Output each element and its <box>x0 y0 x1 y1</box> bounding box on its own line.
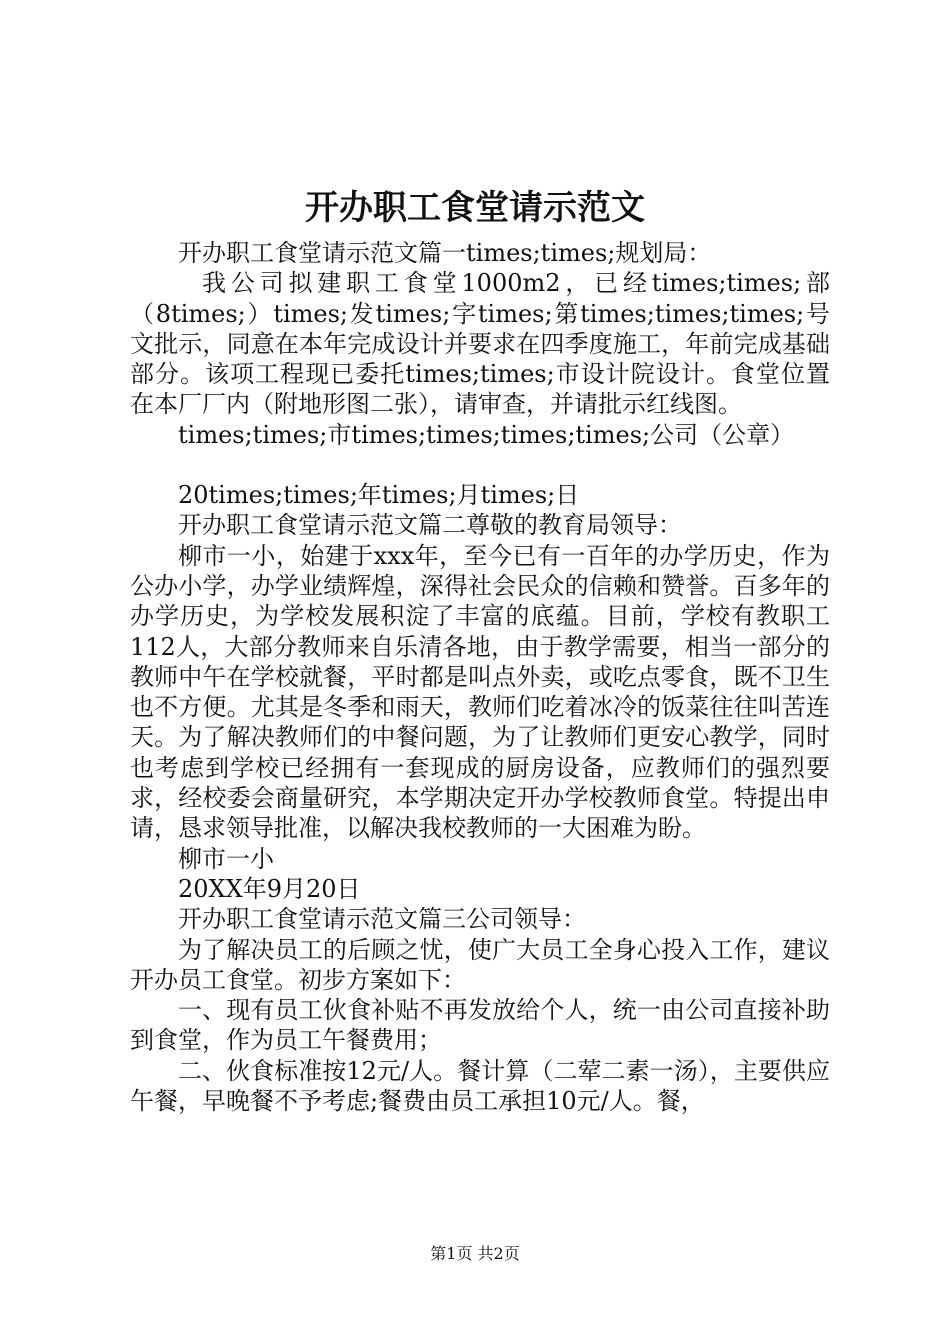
paragraph: 我公司拟建职工食堂1000m2，已经times;times;部（8times;）times;发times;字times;第times;times;times;号文批示，同意在本年完成设计并要求在四季度施工，年前完成基础部分。该项工程现已委托times;times;市设计院设计。食堂位置在本厂厂内（附地形图二张），请审查，并请批示红线图。 <box>130 269 830 419</box>
paragraph: 柳市一小，始建于xxx年，至今已有一百年的办学历史，作为公办小学，办学业绩辉煌，深得社会民众的信赖和赞誉。百多年的办学历史，为学校发展积淀了丰富的底蕴。目前，学校有教职工112人，大部分教师来自乐清各地，由于教学需要，相当一部分的教师中午在学校就餐，平时都是叫点外卖，或吃点零食，既不卫生也不方便。尤其是冬季和雨天，教师们吃着冰冷的饭菜往往叫苦连天。为了解决教师们的中餐问题，为了让教师们更安心教学，同时也考虑到学校已经拥有一套现成的厨房设备，应教师们的强烈要求，经校委会商量研究，本学期决定开办学校教师食堂。特提出申请，恳求领导批准，以解决我校教师的一大困难为盼。 <box>130 541 830 843</box>
blank-line <box>130 450 830 480</box>
paragraph: 为了解决员工的后顾之忧，使广大员工全身心投入工作，建议开办员工食堂。初步方案如下： <box>130 935 830 994</box>
document-title: 开办职工食堂请示范文 <box>305 188 645 228</box>
paragraph: 开办职工食堂请示范文篇三公司领导： <box>178 905 586 934</box>
paragraph: 二、伙食标准按12元/人。餐计算（二荤二素一汤），主要供应午餐，早晚餐不予考虑;餐费由员工承担10元/人。餐， <box>130 1056 830 1116</box>
paragraph: 开办职工食堂请示范文篇一times;times;规划局： <box>178 239 712 267</box>
paragraph: times;times;市times;times;times;times;公司（公章） <box>178 420 795 449</box>
paragraph: 开办职工食堂请示范文篇二尊敬的教育局领导： <box>178 511 682 540</box>
paragraph: 柳市一小 <box>178 844 274 873</box>
paragraph: 20XX年9月20日 <box>178 874 361 903</box>
paragraph: 一、现有员工伙食补贴不再发放给个人，统一由公司直接补助到食堂，作为员工午餐费用； <box>130 996 830 1055</box>
paragraph: 20times;times;年times;月times;日 <box>178 481 580 510</box>
document-body <box>130 238 830 1116</box>
page-footer: 第1页 共2页 <box>430 1244 520 1263</box>
